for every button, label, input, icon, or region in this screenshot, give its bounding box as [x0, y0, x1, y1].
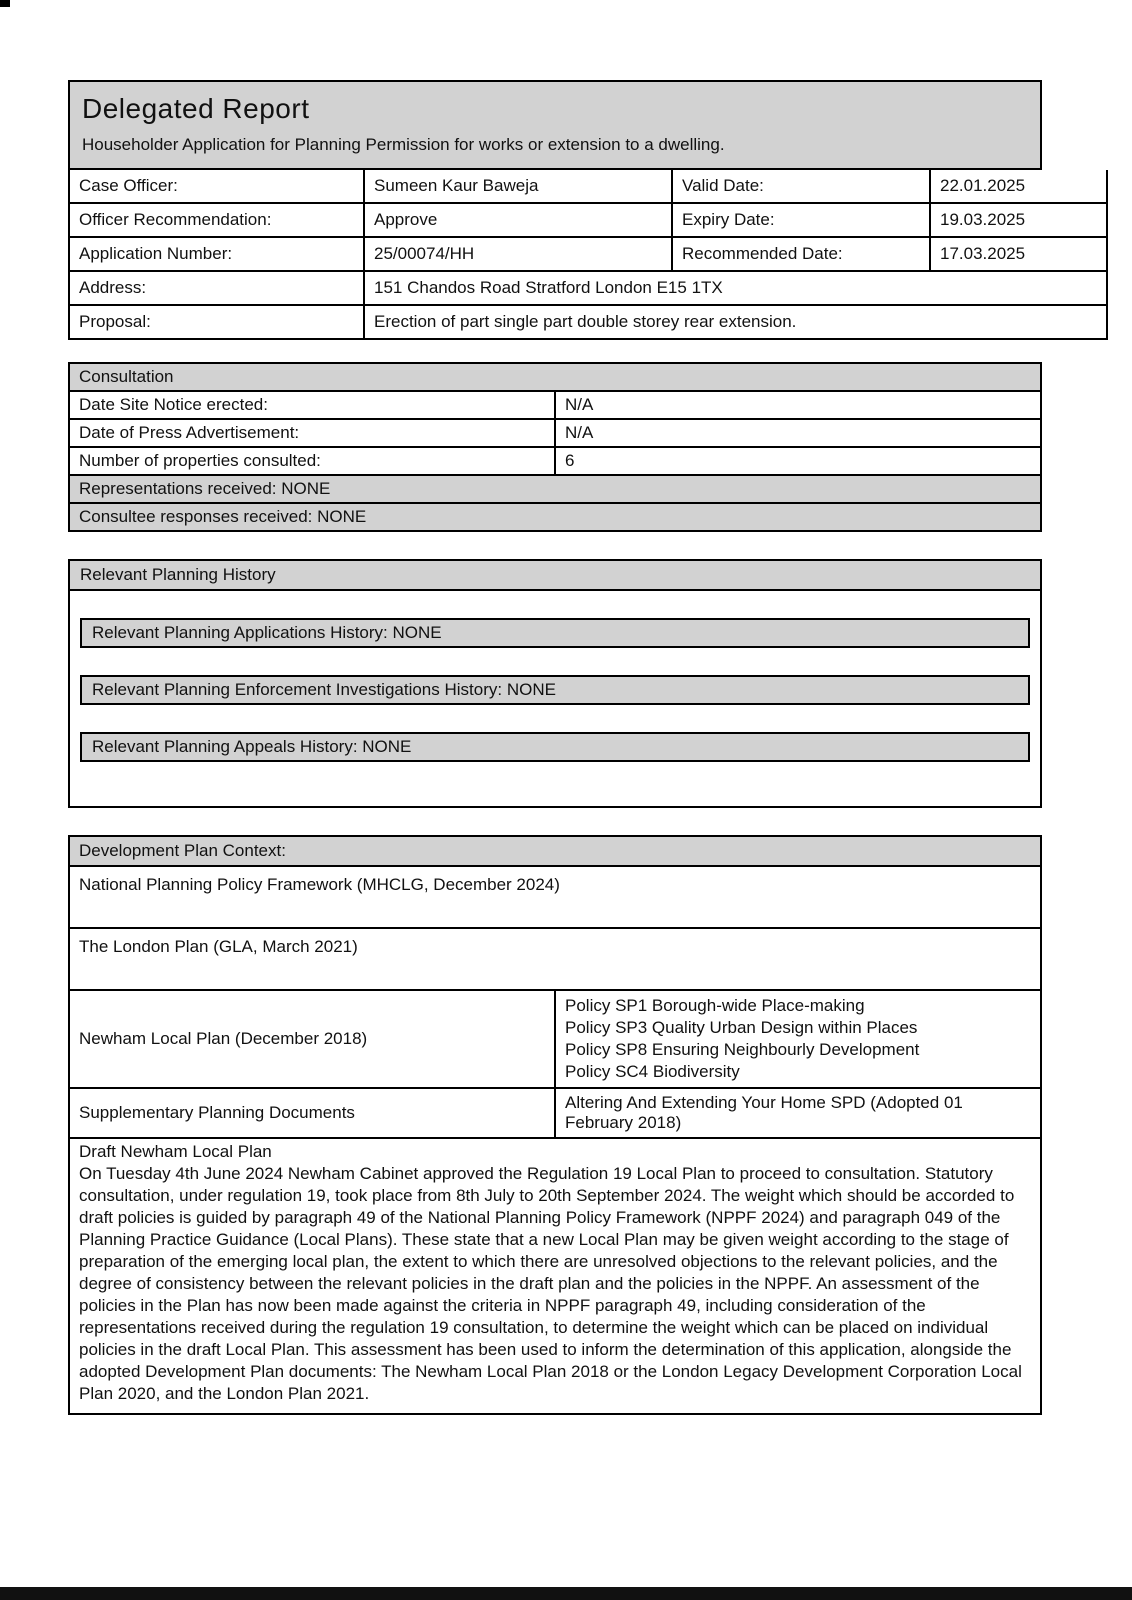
expiry-date-label: Expiry Date:	[672, 203, 930, 237]
valid-date-value: 22.01.2025	[930, 170, 1107, 203]
scan-artifact-top-left	[0, 0, 10, 7]
proposal-label: Proposal:	[69, 305, 364, 339]
press-advertisement-value: N/A	[555, 419, 1041, 447]
policy-sc4: Policy SC4 Biodiversity	[565, 1062, 740, 1081]
properties-consulted-label: Number of properties consulted:	[69, 447, 555, 475]
representations-received-row	[69, 475, 1041, 503]
page-title: Delegated Report	[82, 93, 310, 124]
table-row	[69, 928, 1041, 990]
case-officer-label: Case Officer:	[69, 170, 364, 203]
proposal-value: Erection of part single part double storey rear extension.	[364, 305, 1107, 339]
consultee-responses: Consultee responses received: NONE	[69, 503, 1041, 531]
recommended-date-value: 17.03.2025	[930, 237, 1107, 271]
table-row	[69, 391, 1041, 419]
newham-local-plan-row	[69, 990, 1041, 1088]
draft-local-plan-title: Draft Newham Local Plan	[79, 1142, 272, 1161]
london-plan-row: The London Plan (GLA, March 2021)	[69, 928, 1041, 990]
consultation-table	[68, 362, 1042, 532]
planning-applications-history-bar: Relevant Planning Applications History: NONE	[80, 618, 1030, 648]
spd-value: Altering And Extending Your Home SPD (Adopted 01 February 2018)	[555, 1088, 1041, 1138]
planning-history-section	[68, 559, 1042, 808]
table-row	[69, 447, 1041, 475]
policy-sp1: Policy SP1 Borough-wide Place-making	[565, 996, 865, 1015]
officer-recommendation-label: Officer Recommendation:	[69, 203, 364, 237]
expiry-date-value: 19.03.2025	[930, 203, 1107, 237]
application-details-table	[68, 170, 1108, 340]
application-number-value: 25/00074/HH	[364, 237, 672, 271]
site-notice-value: N/A	[555, 391, 1041, 419]
site-notice-label: Date Site Notice erected:	[69, 391, 555, 419]
table-row	[69, 419, 1041, 447]
development-plan-header-row	[69, 836, 1041, 866]
address-label: Address:	[69, 271, 364, 305]
spd-label: Supplementary Planning Documents	[69, 1088, 555, 1138]
spd-row	[69, 1088, 1041, 1138]
properties-consulted-value: 6	[555, 447, 1041, 475]
report-header	[68, 80, 1042, 170]
page-subtitle: Householder Application for Planning Permission for works or extension to a dwelling.	[82, 135, 725, 154]
consultation-header-row	[69, 363, 1041, 391]
valid-date-label: Valid Date:	[672, 170, 930, 203]
newham-local-plan-label: Newham Local Plan (December 2018)	[69, 990, 555, 1088]
scan-artifact-bottom-bar	[0, 1587, 1132, 1600]
recommended-date-label: Recommended Date:	[672, 237, 930, 271]
policy-sp8: Policy SP8 Ensuring Neighbourly Development	[565, 1040, 920, 1059]
representations-received: Representations received: NONE	[69, 475, 1041, 503]
development-plan-header: Development Plan Context:	[69, 836, 1041, 866]
policy-sp3: Policy SP3 Quality Urban Design within Places	[565, 1018, 918, 1037]
table-row	[69, 203, 1107, 237]
case-officer-value: Sumeen Kaur Baweja	[364, 170, 672, 203]
consultation-header: Consultation	[69, 363, 1041, 391]
report-content	[68, 80, 1042, 1415]
draft-local-plan-row	[69, 1138, 1041, 1414]
draft-local-plan-body: On Tuesday 4th June 2024 Newham Cabinet approved the Regulation 19 Local Plan to proceed to consultation. Statutory consultation, under regulation 19, took place from 8th July to 20th September 2024. The weight which should be accorded to draft policies is guided by paragraph 49 of the National Planning Policy Framework (NPPF 2024) and paragraph 049 of the Planning Practice Guidance (Local Plans). These state that a new Local Plan may be given weight according to the stage of preparation of the emerging local plan, the extent to which there are unresolved objections to the relevant policies, and the degree of consistency between the relevant policies in the draft plan and the policies in the NPPF. An assessment of the policies in the Plan has now been made against the criteria in NPPF paragraph 49, including consideration of the representations received during the regulation 19 consultation, to determine the weight which can be placed on individual policies in the draft Local Plan. This assessment has been used to inform the determination of this application, alongside the adopted Development Plan documents: The Newham Local Plan 2018 or the London Legacy Development Corporation Local Plan 2020, and the London Plan 2021.	[79, 1164, 1022, 1403]
draft-local-plan-cell	[69, 1138, 1041, 1414]
nppf-row: National Planning Policy Framework (MHCLG, December 2024)	[69, 866, 1041, 928]
planning-appeals-history-bar: Relevant Planning Appeals History: NONE	[80, 732, 1030, 762]
officer-recommendation-value: Approve	[364, 203, 672, 237]
consultee-responses-row	[69, 503, 1041, 531]
development-plan-table	[68, 835, 1042, 1415]
planning-enforcement-history-bar: Relevant Planning Enforcement Investigations History: NONE	[80, 675, 1030, 705]
planning-history-header: Relevant Planning History	[70, 561, 1040, 591]
application-number-label: Application Number:	[69, 237, 364, 271]
table-row	[69, 271, 1107, 305]
table-row	[69, 866, 1041, 928]
newham-policies-cell	[555, 990, 1041, 1088]
address-value: 151 Chandos Road Stratford London E15 1TX	[364, 271, 1107, 305]
table-row	[69, 305, 1107, 339]
table-row	[69, 170, 1107, 203]
table-row	[69, 237, 1107, 271]
press-advertisement-label: Date of Press Advertisement:	[69, 419, 555, 447]
